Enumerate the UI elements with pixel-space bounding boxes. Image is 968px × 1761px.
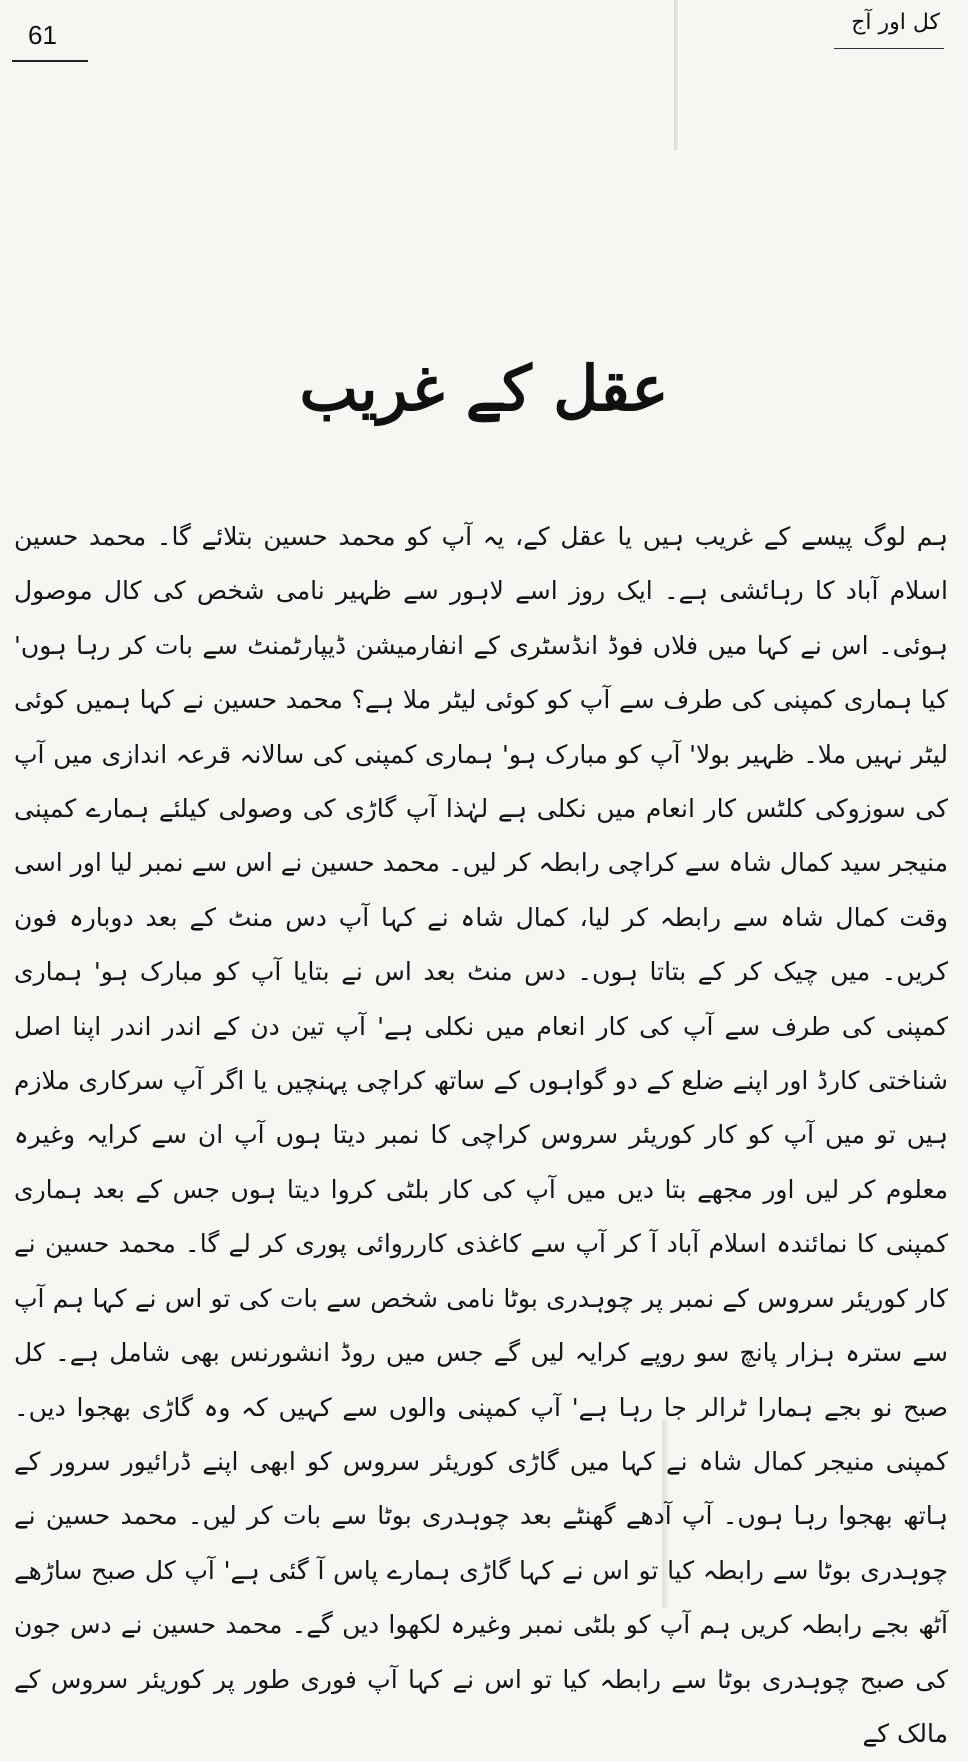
binding-shadow-top [674, 0, 678, 150]
page-number: 61 [28, 20, 57, 50]
body-paragraph: ہم لوگ پیسے کے غریب ہیں یا عقل کے، یہ آپ کو محمد حسین بتلائے گا۔ محمد حسین اسلام آباد کا رہائشی ہے۔ ایک روز اسے لاہور سے ظہیر نامی شخص کی کال موصول ہوئی۔ اس نے کہا میں فلاں فوڈ انڈسٹری کے انفارمیشن ڈیپارٹمنٹ سے بات کر رہا ہوں' کیا ہماری کمپنی کی طرف سے آپ کو کوئی لیٹر ملا ہے؟ محمد حسین نے کہا ہمیں کوئی لیٹر نہیں ملا۔ ظہیر بولا' آپ کو مبارک ہو' ہماری کمپنی کی سالانہ قرعہ اندازی میں آپ کی سوزوکی کلٹس کار انعام میں نکلی ہے لہٰذا آپ گاڑی کی وصولی کیلئے ہمارے کمپنی منیجر سید کمال شاہ سے کراچی رابطہ کر لیں۔ محمد حسین نے اس سے نمبر لیا اور اسی وقت کمال شاہ سے رابطہ کر لیا، کمال شاہ نے کہا آپ دس منٹ کے بعد دوبارہ فون کریں۔ میں چیک کر کے بتاتا ہوں۔ دس منٹ بعد اس نے بتایا آپ کو مبارک ہو' ہماری کمپنی کی طرف سے آپ کی کار انعام میں نکلی ہے' آپ تین دن کے اندر اندر اپنا اصل شناختی کارڈ اور اپنے ضلع کے دو گواہوں کے ساتھ کراچی پہنچیں یا اگر آپ سرکاری ملازم ہیں تو میں آپ کو کار کوریئر سروس کراچی کا نمبر دیتا ہوں آپ ان سے کرایہ وغیرہ معلوم کر لیں اور مجھے بتا دیں میں آپ کی کار بلٹی کروا دیتا ہوں جس کے بعد ہماری کمپنی کا نمائندہ اسلام آباد آ کر آپ سے کاغذی کارروائی پوری کر لے گا۔ محمد حسین نے کار کوریئر سروس کے نمبر پر چوہدری بوٹا نامی شخص سے بات کی تو اس نے کہا ہم آپ سے سترہ ہزار پانچ سو روپے کرایہ لیں گے جس میں روڈ انشورنس بھی شامل ہے۔ کل صبح نو بجے ہمارا ٹرالر جا رہا ہے' آپ کمپنی والوں سے کہیں کہ وہ گاڑی بھجوا دیں۔ کمپنی منیجر کمال شاہ نے کہا میں گاڑی کوریئر سروس کو ابھی اپنے ڈرائیور سرور کے ہاتھ بھجوا رہا ہوں۔ آپ آدھے گھنٹے بعد چوہدری بوٹا سے بات کر لیں۔ محمد حسین نے چوہدری بوٹا سے رابطہ کیا تو اس نے کہا گاڑی ہمارے پاس آ گئی ہے' آپ کل صبح ساڑھے آٹھ بجے رابطہ کریں ہم آپ کو بلٹی نمبر وغیرہ لکھوا دیں گے۔ محمد حسین نے دس جون کی صبح چوہدری بوٹا سے رابطہ کیا تو اس نے کہا آپ فوری طور پر کوریئر سروس کے مالک کے [14, 522, 948, 1748]
running-header-rule [834, 48, 944, 49]
chapter-title: عقل کے غریب [299, 352, 669, 425]
page-number-rule [12, 60, 88, 62]
running-header-title: کل اور آج [851, 10, 940, 35]
